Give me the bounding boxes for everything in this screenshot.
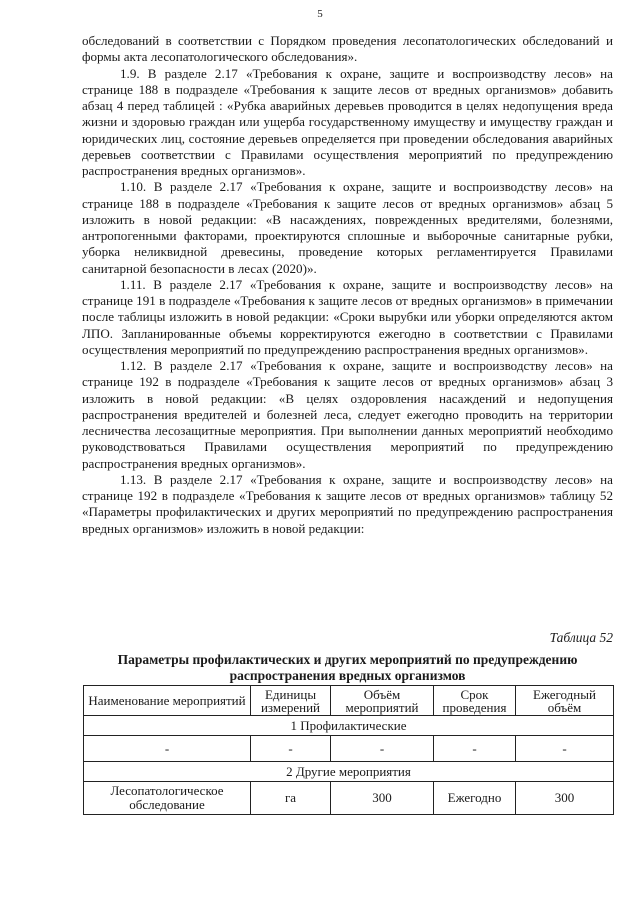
paragraph-item-1-9: 1.9. В разделе 2.17 «Требования к охране, защите и воспроизводству лесов» на странице 188 в подразделе «Требования к защите лесов от вредных организмов» добавить абзац 4 перед таблицей : «Рубка аварийных деревьев проводится в целях недопущения вреда жизни и здоровью граждан или ущерба государственному имуществу и имуществу граждан и юридических лиц, состояние деревьев определяется при проведении обследования аварийных деревьев соответствии с Правилами осуществления мероприятий по предупреждению распространения вредных организмов». — [82, 65, 613, 178]
table-cell: га — [251, 782, 331, 815]
header-annual-volume: Ежегодный объём — [516, 686, 614, 716]
table-cell: - — [251, 736, 331, 762]
table-cell: - — [331, 736, 434, 762]
table-cell: 300 — [331, 782, 434, 815]
table-cell: - — [516, 736, 614, 762]
section-preventive: 1 Профилактические — [84, 716, 614, 736]
page-number: 5 — [317, 8, 323, 20]
table-cell: Лесопатологическое обследование — [84, 782, 251, 815]
header-name: Наименование мероприятий — [84, 686, 251, 716]
table-cell: Ежегодно — [434, 782, 516, 815]
table-row — [84, 736, 614, 762]
body-text — [82, 33, 613, 537]
table-section-row — [84, 762, 614, 782]
table-caption: Таблица 52 — [549, 630, 613, 645]
table-section-row — [84, 716, 614, 736]
header-units: Единицы измерений — [251, 686, 331, 716]
paragraph-item-1-10: 1.10. В разделе 2.17 «Требования к охране, защите и воспроизводству лесов» на странице 188 в подразделе «Требования к защите лесов от вредных организмов» абзац 5 изложить в новой редакции: «В насаждениях, поврежденных вредителями, болезнями, антропогенными факторами, проектируются сплошные и выборочные санитарные рубки, уборка неликвидной древесины, проведение которых регламентируется Правилами санитарной безопасности в лесах (2020)». — [82, 179, 613, 276]
table-cell: 300 — [516, 782, 614, 815]
paragraph-continuation: обследований в соответствии с Порядком проведения лесопатологических обследований и формы акта лесопатологического обследования». — [82, 33, 613, 65]
paragraph-item-1-11: 1.11. В разделе 2.17 «Требования к охране, защите и воспроизводству лесов» на странице 191 в подразделе «Требования к защите лесов от вредных организмов» в примечании после таблицы изложить в новой редакции: «Сроки вырубки или уборки определяются актом ЛПО. Запланированные объемы корректируются ежегодно в соответствии с Правилами осуществления мероприятий по предупреждению распространения вредных организмов». — [82, 276, 613, 357]
table-cell: - — [434, 736, 516, 762]
table-header-row — [84, 686, 614, 716]
section-other: 2 Другие мероприятия — [84, 762, 614, 782]
table-title: Параметры профилактических и других мероприятий по предупреждению распространения вредных организмов — [117, 652, 578, 683]
header-term: Срок проведения — [434, 686, 516, 716]
paragraph-item-1-13: 1.13. В разделе 2.17 «Требования к охране, защите и воспроизводству лесов» на странице 192 в подразделе «Требования к защите лесов от вредных организмов» таблицу 52 «Параметры профилактических и других мероприятий по предупреждению распространения вредных организмов» изложить в новой редакции: — [82, 471, 613, 536]
paragraph-item-1-12: 1.12. В разделе 2.17 «Требования к охране, защите и воспроизводству лесов» на странице 192 в подразделе «Требования к защите лесов от вредных организмов» абзац 3 изложить в новой редакции: «В целях оздоровления насаждений и недопущения распространения вредителей и болезней леса, следует ежегодно проводить на территории лесничества лесозащитные мероприятия. При выполнении данных мероприятий необходимо руководствоваться Правилами осуществления мероприятий по предупреждению распространения вредных организмов». — [82, 358, 613, 471]
table-cell: - — [84, 736, 251, 762]
header-volume: Объём мероприятий — [331, 686, 434, 716]
table-row — [84, 782, 614, 815]
parameters-table — [83, 685, 614, 815]
